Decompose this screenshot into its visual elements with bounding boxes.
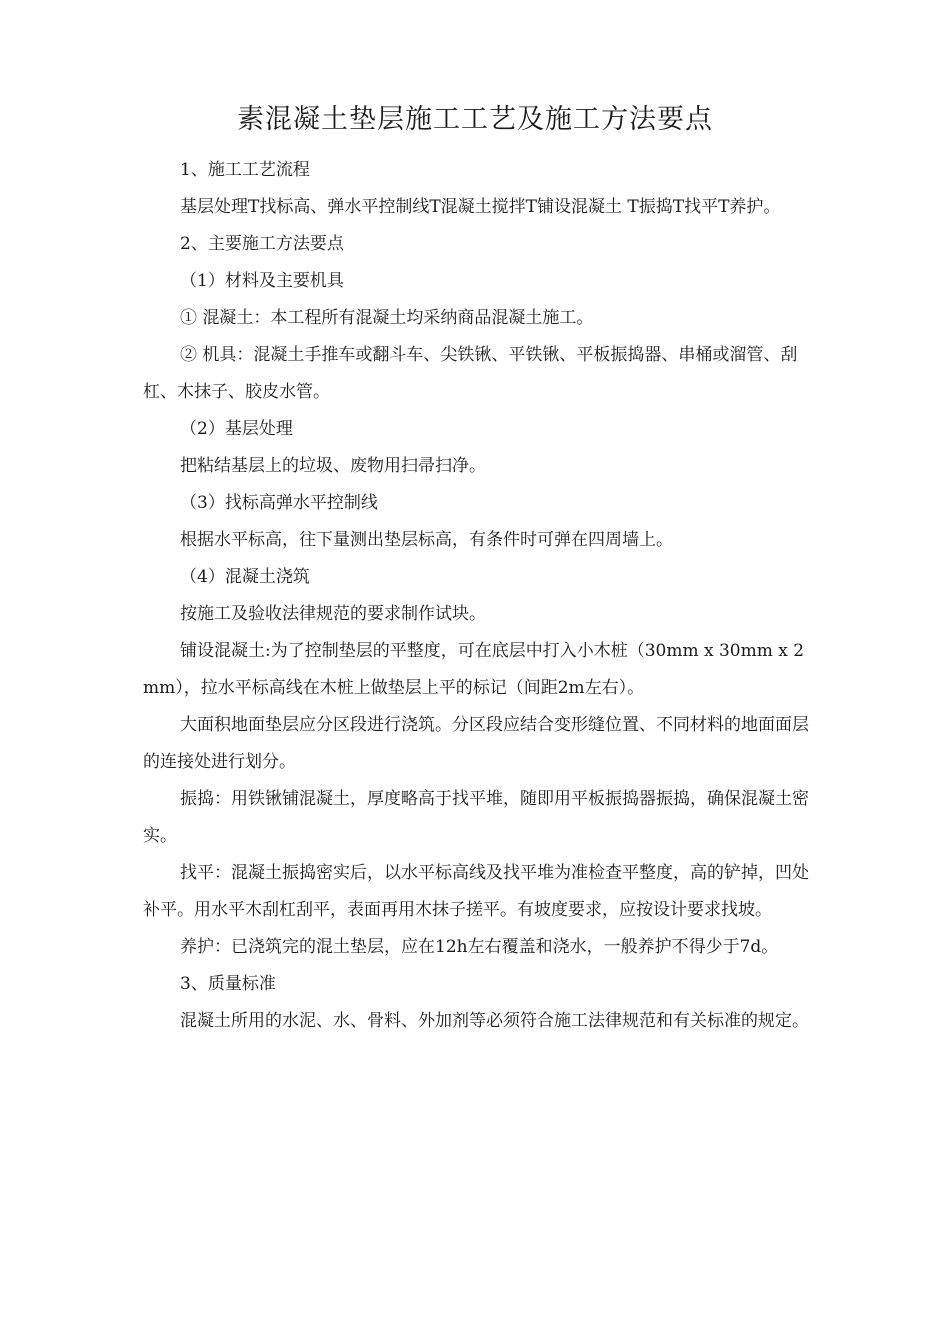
paragraph-process-flow: 基层处理T找标高、弹水平控制线T混凝土搅拌T铺设混凝土 T振捣T找平T养护。 [180, 197, 781, 217]
paragraph-vibration: 振捣：用铁锹铺混凝土，厚度略高于找平堆，随即用平板振捣器振捣，确保混凝土密实。 [143, 789, 809, 846]
section-heading-2: 2、主要施工方法要点 [180, 234, 344, 254]
document-title: 素混凝土垫层施工工艺及施工方法要点 [237, 104, 713, 135]
paragraph-sections: 大面积地面垫层应分区段进行浇筑。分区段应结合变形缝位置、不同材料的地面面层的连接处进行划分。 [143, 715, 809, 772]
subsection-heading-pouring: （4）混凝土浇筑 [180, 567, 310, 587]
subsection-heading-base: （2）基层处理 [180, 419, 293, 439]
subsection-heading-elevation: （3）找标高弹水平控制线 [180, 493, 378, 513]
section-heading-3: 3、质量标准 [180, 974, 276, 994]
section-heading-1: 1、施工工艺流程 [180, 160, 310, 180]
paragraph-tools: ② 机具：混凝土手推车或翻斗车、尖铁锹、平铁锹、平板振捣器、串桶或溜管、刮杠、木抹子、胶皮水管。 [143, 345, 798, 402]
paragraph-concrete: ① 混凝土：本工程所有混凝土均采纳商品混凝土施工。 [180, 308, 594, 328]
paragraph-elevation: 根据水平标高，往下量测出垫层标高，有条件时可弹在四周墙上。 [180, 530, 673, 550]
subsection-heading-materials: （1）材料及主要机具 [180, 271, 344, 291]
paragraph-base-cleaning: 把粘结基层上的垃圾、废物用扫帚扫净。 [180, 456, 486, 476]
paragraph-laying: 铺设混凝土:为了控制垫层的平整度，可在底层中打入小木桩（30mm x 30mm x 2mm），拉水平标高线在木桩上做垫层上平的标记（间距2m左右）。 [143, 641, 805, 698]
paragraph-quality: 混凝土所用的水泥、水、骨料、外加剂等必须符合施工法律规范和有关标准的规定。 [180, 1011, 809, 1031]
paragraph-curing: 养护：已浇筑完的混土垫层，应在12h左右覆盖和浇水，一般养护不得少于7d。 [180, 937, 779, 957]
paragraph-leveling: 找平：混凝土振捣密实后，以水平标高线及找平堆为准检查平整度，高的铲掉，凹处补平。用水平木刮杠刮平，表面再用木抹子搓平。有坡度要求，应按设计要求找坡。 [143, 863, 809, 920]
document-body [143, 152, 815, 1040]
paragraph-test-block: 按施工及验收法律规范的要求制作试块。 [180, 604, 486, 624]
